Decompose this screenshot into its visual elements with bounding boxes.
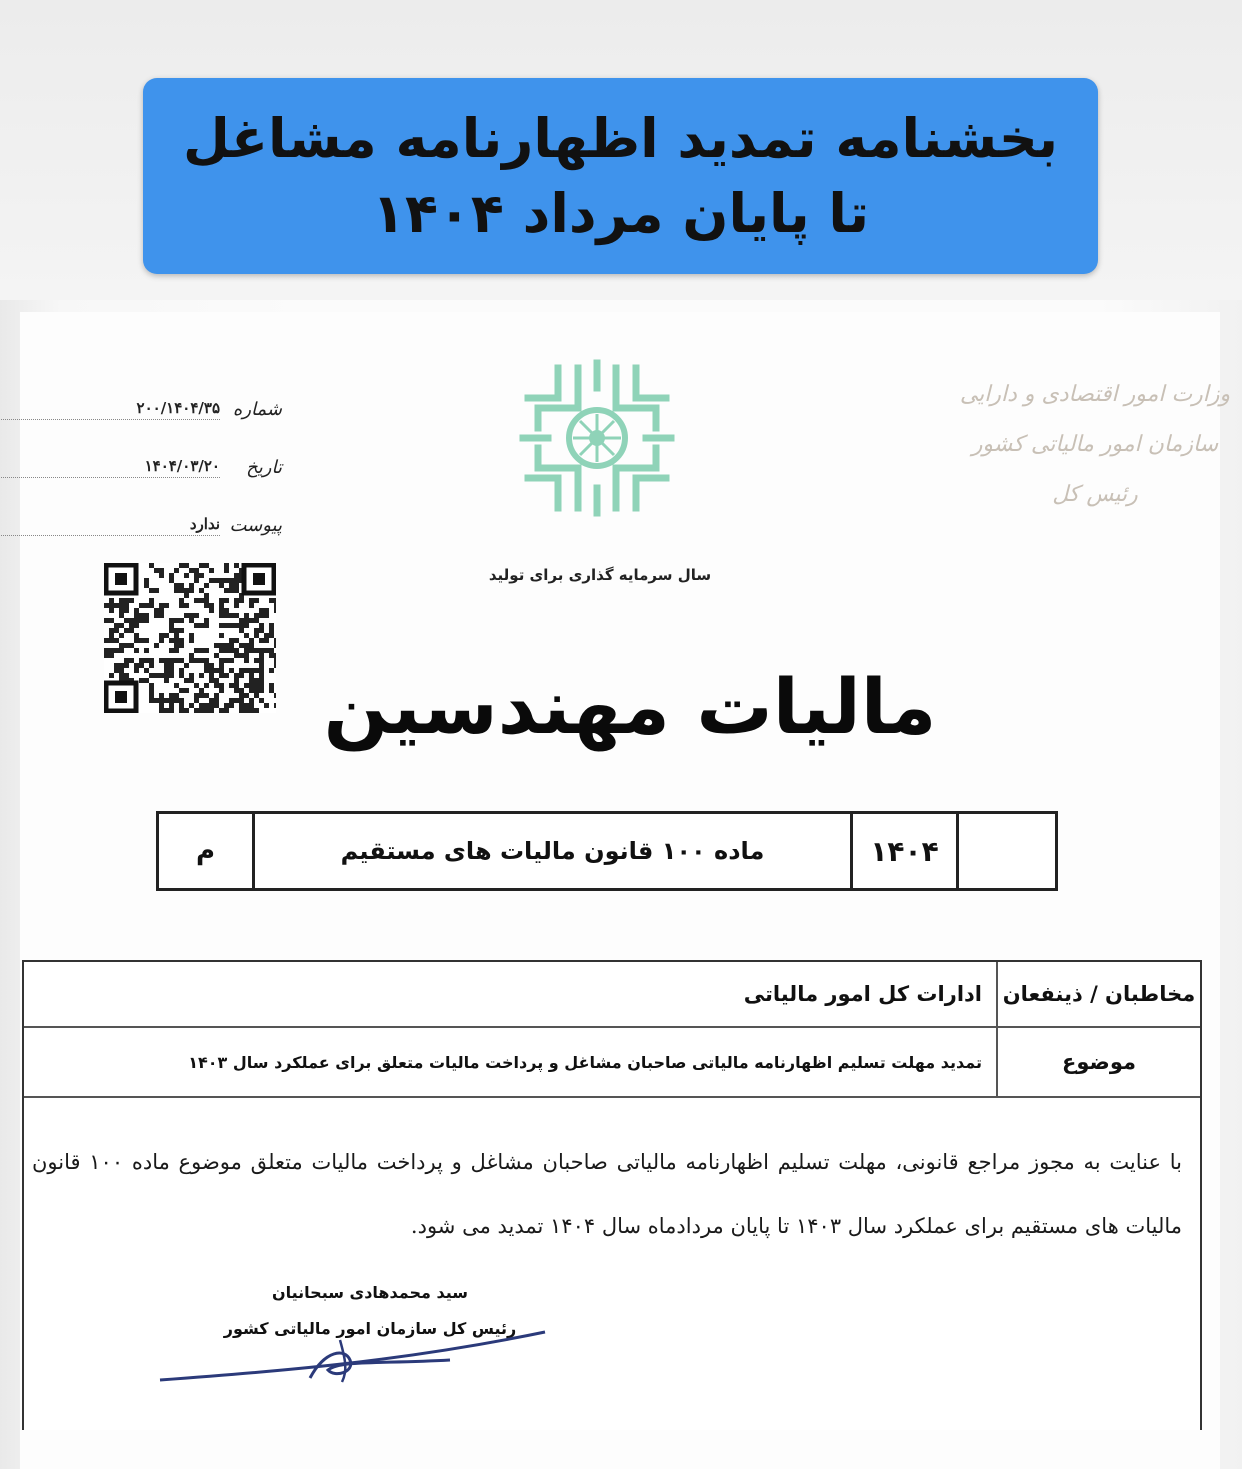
recipients-row (24, 962, 1200, 1028)
subject-value: تمدید مهلت تسلیم اظهارنامه مالیاتی صاحبان مشاغل و پرداخت مالیات متعلق برای عملکرد سال ۱۴۰۳ (188, 1052, 982, 1072)
recipients-value: ادارات کل امور مالیاتی (743, 982, 982, 1006)
letter-meta (42, 380, 282, 554)
meta-date-label: تاریخ (246, 456, 282, 478)
ministry-line-3: رئیس کل (1052, 482, 1138, 507)
meta-date-row (42, 438, 282, 496)
reference-table (156, 811, 1058, 891)
signatory-title: رئیس کل سازمان امور مالیاتی کشور (223, 1319, 517, 1338)
banner-line-1: بخشنامه تمدید اظهارنامه مشاغل (182, 107, 1059, 170)
meta-number-row (42, 380, 282, 438)
watermark-title: مالیات مهندسین (323, 662, 937, 751)
signatory-name: سید محمدهادی سبحانیان (271, 1283, 469, 1302)
subject-label: موضوع (996, 1028, 1200, 1096)
letter-body-text: با عنایت به مجوز مراجع قانونی، مهلت تسلیم اظهارنامه مالیاتی صاحبان مشاغل و پرداخت مالیات متعلق موضوع ماده ۱۰۰ قانون مالیات های مستقیم برای عملکرد سال ۱۴۰۳ تا پایان مردادماه سال ۱۴۰۴ تمدید می شود. (32, 1150, 1183, 1238)
meta-attachment-row (42, 496, 282, 554)
ministry-heading (955, 370, 1235, 520)
ministry-line-1: وزارت امور اقتصادی و دارایی (959, 382, 1231, 407)
handwritten-signature-icon (150, 1320, 560, 1390)
meta-attachment-value: ندارد (0, 515, 220, 536)
meta-date-value: ۱۴۰۴/۰۳/۲۰ (0, 457, 220, 478)
reference-subject-cell: ماده ۱۰۰ قانون مالیات های مستقیم (252, 814, 850, 888)
meta-attachment-label: پیوست (229, 514, 282, 536)
recipients-label: مخاطبان / ذینفعان (996, 962, 1200, 1026)
reference-code-cell: م (195, 836, 216, 866)
qr-code-icon (104, 563, 276, 713)
ministry-line-2: سازمان امور مالیاتی کشور (971, 432, 1219, 457)
reference-year-cell: ۱۴۰۴ (850, 814, 956, 888)
tax-organization-logo-icon (518, 358, 676, 518)
banner-line-2: تا پایان مرداد ۱۴۰۴ (372, 182, 869, 245)
reference-empty-cell (956, 814, 1055, 888)
headline-banner (143, 78, 1098, 274)
letterhead-motto: سال سرمایه گذاری برای تولید (488, 566, 712, 584)
meta-number-value: ۲۰۰/۱۴۰۴/۳۵ (0, 399, 220, 420)
meta-number-label: شماره (232, 398, 282, 420)
subject-row (24, 1028, 1200, 1098)
